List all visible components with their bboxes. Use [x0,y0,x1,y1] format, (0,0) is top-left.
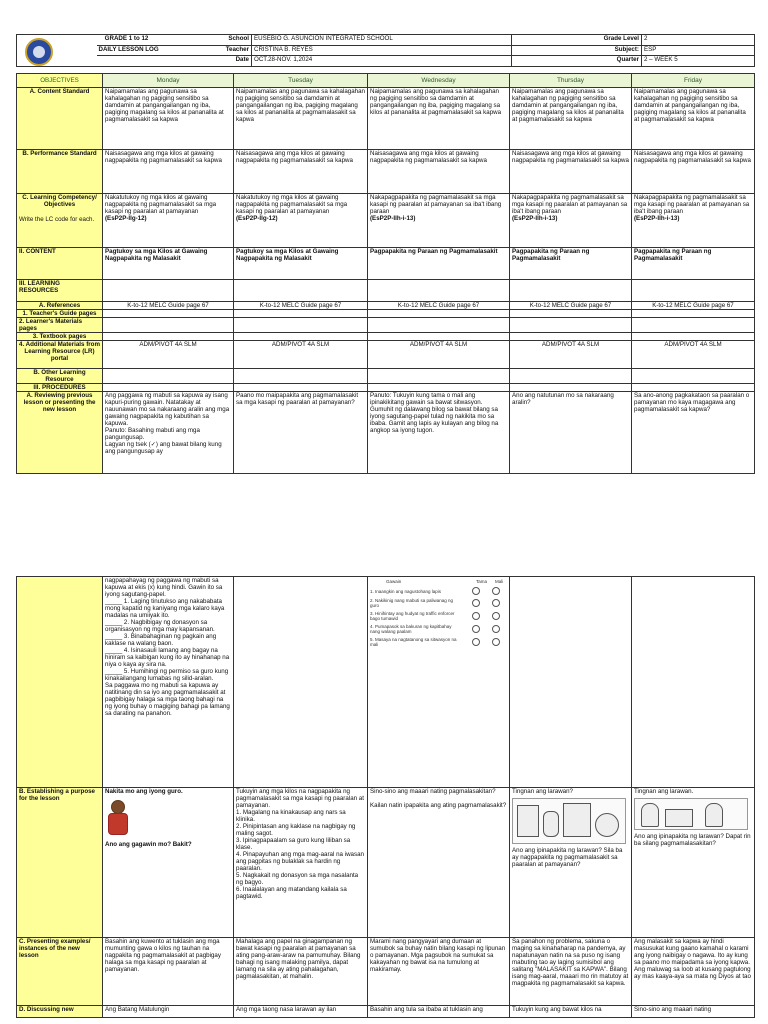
cell-content-standard: Naipamamalas ang pagunawa sa kahalagahan ng pagiging sensitibo sa damdamin at pangangailangan ng iba, pagiging magalang sa kilos at pananalita at pagmamalasakit sa kapwa [632,88,755,150]
true-circle-icon [472,612,480,620]
survey-item: 2. Nakikinig nang mabuti sa paliwanag ng guro [370,598,507,608]
cell-establishing-wednesday: Sino-sino ang maaari nating pagmalasakitan? Kailan natin ipapakita ang ating pagmamalasakit? [368,788,510,938]
deped-seal-icon [25,38,53,66]
cell-discussing: Ang mga taong nasa larawan ay ilan [234,1006,368,1018]
row-label-content-standard: A. Content Standard [17,88,103,150]
day-wednesday: Wednesday [368,74,510,88]
cell-establishing-friday: Tingnan ang larawan. Ano ang ipinapakita ng larawan? Dapat rin ba silang pagmamalasakitan? [632,788,755,938]
row-label-teachers-guide: 1. Teacher's Guide pages [17,310,103,318]
cell-content: Pagpapakita ng Paraan ng Pagmamalasakit [632,248,755,280]
row-label-other-resource: B. Other Learning Resource [17,369,103,384]
cell-discussing: Sino-sino ang maaari nating [632,1006,755,1018]
cell-thursday-continuation [510,577,632,788]
cell-content: Pagtukoy sa mga Kilos at Gawaing Nagpapakita ng Malasakit [234,248,368,280]
teacher-value: CRISTINA B. REYES [252,45,512,56]
competency-text: Nakapagpapakita ng pagmamalasakit sa mga kasapi ng paaralan at pamayanan sa iba't ibang paraan [370,194,502,215]
row-label-additional: 4. Additional Materials from Learning Resource (LR) portal [17,341,103,369]
cell-reviewing: Panuto: Tukuyin kung tama o mali ang ipinakikitang gawain sa bawat sitwasyon. Gumuhit ng dalawang bilog sa bawat bilang sa iyong sagutang-papel tulad ng nakikita mo sa ibaba. Gamit ang lapis ay kulayan ang bilog na angkop sa iyong tugon. [368,392,510,474]
cell-reviewing: Ano ang natutunan mo sa nakaraang aralin? [510,392,632,474]
cell-performance-standard: Naisasagawa ang mga kilos at gawaing nagpapakita ng pagmamalasakit sa kapwa [103,150,234,194]
cell-discussing: Tukuyin kung ang bawat kilos na [510,1006,632,1018]
competency-code: (EsP2P-IIh-i-13) [512,215,558,222]
cell-performance-standard: Naisasagawa ang mga kilos at gawaing nagpapakita ng pagmamalasakit sa kapwa [368,150,510,194]
date-label: Date [97,56,252,67]
row-label-procedures: III. PROCEDURES [17,384,103,392]
row-label-learning-resources: III. LEARNING RESOURCES [17,280,103,302]
grade-level-label: Grade Level [512,35,642,46]
quarter-value: 2 – WEEK 5 [642,56,755,67]
day-monday: Monday [103,74,234,88]
cell-presenting: Sa panahon ng problema, sakuna o maging sa kinahaharap na pandemya, ay napatunayan natin na sa puso ng isang mabuting tao ay laging sumisibol ang salitang "MALASAKIT sa KAPWA". Bilang isang mag-aaral, maaari mo rin matutoy at magpakita ng pagmamalasakit sa kapwa. [510,938,632,1006]
row-label-learners-materials: 2. Learner's Materials pages [17,318,103,333]
true-circle-icon [472,625,480,633]
cell-performance-standard: Naisasagawa ang mga kilos at gawaing nagpapakita ng pagmamalasakit sa kapwa [632,150,755,194]
cell-establishing-thursday: Tingnan ang larawan? Ano ang ipinapakita ng larawan? Sila ba ay nagpapakita ng pagmamalasakit sa paaralan at pamayanan? [510,788,632,938]
true-circle-icon [472,638,480,646]
cell-presenting: Ang malasakit sa kapwa ay hindi masusukat kung gaano kamahal o karami ang iyong naibigay o nagawa. Ito ay kung sa paano mo maipadama sa iyong kapwa. Ang maluwag sa loob at kusang pagtulong ay mas kaaya-aya sa mata ng Diyos at tao [632,938,755,1006]
survey-header: Gawain Tama Mali [386,579,504,584]
lesson-table-2 [16,576,755,1018]
cell-discussing: Ang Batang Matulungin [103,1006,234,1018]
log-title: DAILY LESSON LOG [98,45,159,53]
teacher-illustration-icon [105,798,139,838]
cell-references: K-to-12 MELC Guide page 67 [510,302,632,310]
cell-references: K-to-12 MELC Guide page 67 [103,302,234,310]
competency-code: (EsP2P-IIh-i-13) [370,215,416,222]
cell-survey [368,577,510,788]
row-label-performance-standard: B. Performance Standard [17,150,103,194]
cell-content-standard: Naipamamalas ang pagunawa sa kahalagahan ng pagiging sensitibo sa damdamin at pangangailangan ng iba, pagiging magalang sa kilos at pananalita at pagmamalasakit sa kapwa [103,88,234,150]
false-circle-icon [492,612,500,620]
survey-item: 3. Hinihintay ang hudyat ng traffic enforcer bago tumawid [370,611,507,621]
title-block [97,35,252,46]
cell-performance-standard: Naisasagawa ang mga kilos at gawaing nagpapakita ng pagmamalasakit sa kapwa [510,150,632,194]
cell-reviewing: Ang paggawa ng mabuti sa kapuwa ay isang kapuri-puring gawain. Natatakay at nauunawan mo sa nakaraang aralin ang mga gawaing nagpapakita ng kabutihan sa kapuwa. Panuto: Basahing mabuti ang mga pangungusap. Lagyan ng tsek (✓) ang bawat bilang kung ang pangungusap ay [103,392,234,474]
row-label-reviewing: A. Reviewing previous lesson or presenting the new lesson [17,392,103,474]
cell-competency [234,194,368,248]
cell-additional: ADM/PIVOT 4A SLM [510,341,632,369]
row-label-presenting: C. Presenting examples/ instances of the new lesson [17,938,103,1006]
grade-line: GRADE 1 to 12 [104,35,149,42]
true-circle-icon [472,587,480,595]
cell-additional: ADM/PIVOT 4A SLM [234,341,368,369]
row-label-content: II. CONTENT [17,248,103,280]
cell-additional: ADM/PIVOT 4A SLM [103,341,234,369]
community-picture-icon [512,798,626,844]
cell-performance-standard: Naisasagawa ang mga kilos at gawaing nagpapakita ng pagmamalasakit sa kapwa [234,150,368,194]
survey-item: 1. Inaangkin ang nagustohang lapis [370,587,507,595]
competency-code: (EsP2P-IIg-12) [236,215,278,222]
cell-presenting: Mahalaga ang papel na ginagampanan ng bawat kasapi ng paaralan at pamayanan sa ating pang-araw-araw na pamumuhay. Bilang bahagi ng isang malaking pamilya, dapat lamang na sila ay ating pahalagahan, pagmalasakitan, at mahalin. [234,938,368,1006]
cell-friday-continuation [632,577,755,788]
cell-content: Pagpapakita ng Paraan ng Pagmamalasakit [368,248,510,280]
cell-competency [103,194,234,248]
cell-presenting: Marami nang pangyayari ang dumaan at sumubok sa buhay natin bilang kasapi ng lipunan o pamayanan. Mga pagsubok na sumukat sa kakayahan ng bawat isa na tumulong at makiramay. [368,938,510,1006]
cell-additional: ADM/PIVOT 4A SLM [368,341,510,369]
cell-competency [510,194,632,248]
school-label: School [228,35,249,42]
false-circle-icon [492,599,500,607]
lesson-table-1 [16,73,755,474]
header [16,34,754,474]
competency-code: (EsP2P-IIh-i-13) [634,215,680,222]
false-circle-icon [492,638,500,646]
subject-label: Subject: [512,45,642,56]
false-circle-icon [492,587,500,595]
grade-level-value: 2 [642,35,755,46]
seal-cell [17,35,97,67]
competency-label: C. Learning Competency/ Objectives [22,194,97,208]
school-value: EUSEBIO G. ASUNCION INTEGRATED SCHOOL [252,35,512,46]
cell-content: Pagpapakita ng Paraan ng Pagmamalasakit [510,248,632,280]
lesson-log-page-2 [16,576,754,1018]
row-label-establishing: B. Establishing a purpose for the lesson [17,788,103,938]
continuation-label-cell [17,577,103,788]
date-value: OCT.28-NOV. 1,2024 [252,56,512,67]
competency-code: (EsP2P-IIg-12) [105,215,147,222]
competency-sublabel: Write the LC code for each. [19,216,95,223]
survey-item: 5. Masaya na nagtatanong sa sitwasyon na mali [370,637,507,647]
helping-picture-icon [634,798,748,830]
cell-additional: ADM/PIVOT 4A SLM [632,341,755,369]
cell-reviewing: Sa ano-anong pagkakataon sa paaralan o pamayanan mo kaya magagawa ang pagmamalasakit sa kapwa? [632,392,755,474]
competency-text: Nakatutukoy ng mga kilos at gawaing nagpapakita ng pagmamalasakit sa mga kasapi ng paaralan at pamayanan [105,194,217,215]
cell-establishing-monday: Nakita mo ang iyong guro. Ano ang gagawin mo? Bakit? [103,788,234,938]
cell-content: Pagtukoy sa mga Kilos at Gawaing Nagpapakita ng Malasakit [103,248,234,280]
cell-establishing-tuesday: Tukuyin ang mga kilos na nagpapakita ng pagmamalasakit sa mga kasapi ng paaralan at pamayanan. 1. Magalang na kinakausap ang nars sa klinika. 2. Pinipintasan ang kaklase na nagbigay ng maling sagot. 3. Ipinagpapaalam sa guro kung liliban sa klase. 4. Pinapayuhan ang mga mag-aaral na iwasan ang pagpitas ng bulaklak sa hardin ng paaralan. 5. Nagkakait ng donasyon sa mga nasalanta ng bagyo. 6. Inaalalayan ang matandang kailala sa pagtawid. [234,788,368,938]
cell-references: K-to-12 MELC Guide page 67 [234,302,368,310]
true-circle-icon [472,599,480,607]
cell-content-standard: Naipamamalas ang pagunawa sa kahalagahan ng pagiging sensitibo sa damdamin at pangangailangan ng iba, pagiging magalang sa kilos at pananalita at pagmamalasakit sa kapwa [510,88,632,150]
day-thursday: Thursday [510,74,632,88]
title-block-2 [97,45,252,56]
teacher-label: Teacher [225,45,249,53]
cell-tuesday-continuation [234,577,368,788]
cell-competency [632,194,755,248]
day-tuesday: Tuesday [234,74,368,88]
cell-reviewing: Paano mo maipapakita ang pagmamalasakit sa mga kasapi ng paaralan at pamayanan? [234,392,368,474]
false-circle-icon [492,625,500,633]
subject-value: ESP [642,45,755,56]
competency-text: Nakapagpapakita ng pagmamalasakit sa mga kasapi ng paaralan at pamayanan sa iba't ibang paraan [634,194,750,215]
row-label-competency [17,194,103,248]
day-friday: Friday [632,74,755,88]
cell-discussing: Basahin ang tula sa ibaba at tuklasin ang [368,1006,510,1018]
row-label-references: A. References [17,302,103,310]
quarter-label: Quarter [512,56,642,67]
cell-references: K-to-12 MELC Guide page 67 [368,302,510,310]
competency-text: Nakapagpapakita ng pagmamalasakit sa mga kasapi ng paaralan at pamayanan sa iba't ibang paraan [512,194,628,215]
cell-monday-continuation: nagpapahayag ng paggawa ng mabuti sa kapuwa at ekis (x) kung hindi. Gawin ito sa iyong sagutang-papel. _____ 1. Laging tinutukso ang nakababata mong kapatid ng kaniyang mga kalaro kaya madalas na umiiyak ito. _____ 2. Nagbibigay ng donasyon sa organisasyon ng mga may kapansanan. _____ 3. Binabahaginan ng pagkain ang kaklase na walang baon. _____ 4. Isinasauli lamang ang bagay na hiniram sa kaibigan kung ito ay hinahanap na niya o kaya ay sira na. _____ 5. Humihingi ng permiso sa guro kung kinakailangang lumabas ng silid-aralan. Sa paggawa mo ng mabuti sa kapuwa ay natitinang din sa iyo ang pagmamalasakit at pagbibigay halaga sa mga taong bahagi na ng iyong buhay o magiging bahagi pa lamang sa darating na panahon. [103,577,234,788]
row-label-textbook: 3. Textbook pages [17,333,103,341]
cell-presenting: Basahin ang kuwento at tuklasin ang mga mumunting gawa o kilos ng tauhan na nagpakita ng pagmamalasakit at pagbigay halaga sa mga kasapi ng paaralan at pamayanan. [103,938,234,1006]
cell-content-standard: Naipamamalas ang pagunawa sa kahalagahan ng pagiging sensitibo sa damdamin at pangangailangan ng iba, pagiging magalang sa kilos at pananalita at pagmamalasakit sa kapwa [234,88,368,150]
cell-competency [368,194,510,248]
survey-item: 4. Pumapasok sa bakuran ng kapitbahay nang walang paalam [370,624,507,634]
cell-references: K-to-12 MELC Guide page 67 [632,302,755,310]
cell-content-standard: Naipamamalas ang pagunawa sa kahalagahan ng pagiging sensitibo sa damdamin at pangangailangan ng iba, pagiging magalang sa kilos at pananalita at pagmamalasakit sa kapwa [368,88,510,150]
row-label-discussing: D. Discussing new [17,1006,103,1018]
competency-text: Nakatutukoy ng mga kilos at gawaing nagpapakita ng pagmamalasakit sa mga kasapi ng paaralan at pamayanan [236,194,348,215]
objectives-header: OBJECTIVES [17,74,103,88]
